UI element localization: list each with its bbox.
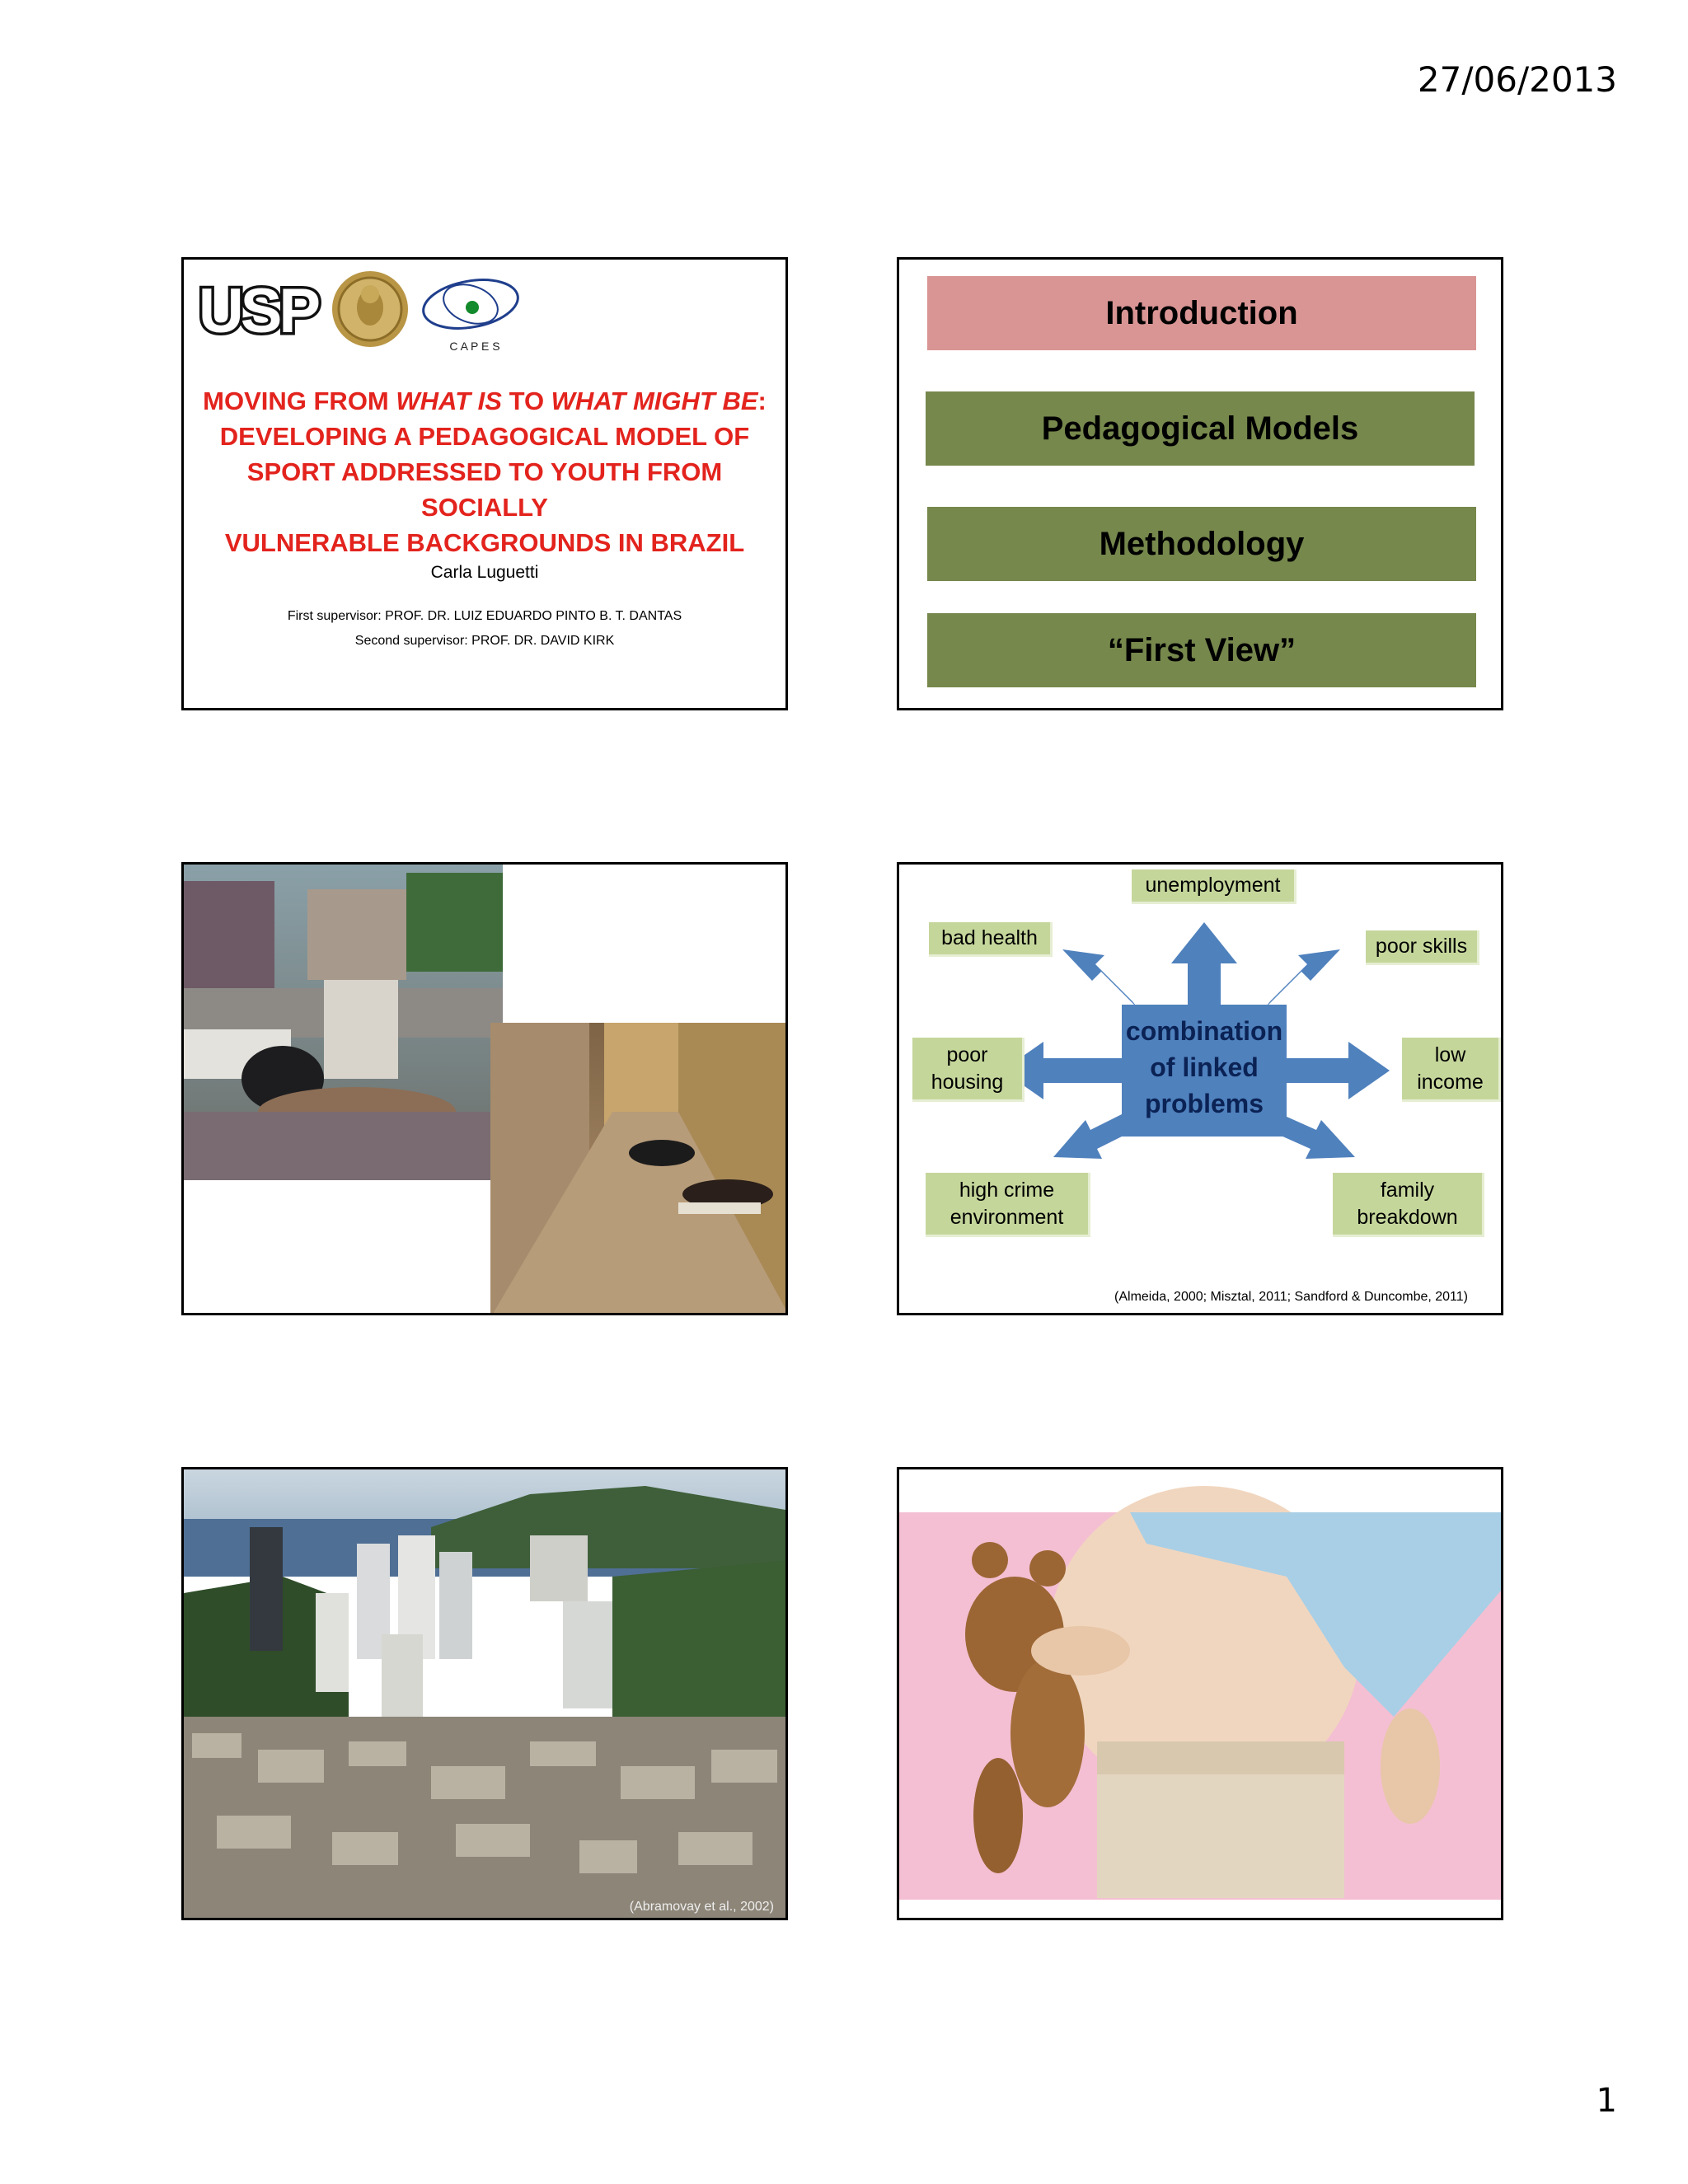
header-date: 27/06/2013: [1417, 59, 1617, 100]
tag-high-crime: high crime environment: [926, 1173, 1090, 1237]
slide-pregnancy-photo: [897, 1467, 1503, 1920]
arrow-up-left: [1062, 949, 1138, 1009]
tag-unemployment: unemployment: [1132, 869, 1296, 904]
svg-text:C A P E S: C A P E S: [449, 340, 500, 352]
outline-pedagogical-models: Pedagogical Models: [926, 391, 1475, 466]
favela-city-photo: [184, 1469, 788, 1920]
street-photos: [184, 865, 788, 1315]
logos: [190, 269, 537, 352]
slide-outline: [897, 257, 1503, 710]
university-seal: [332, 271, 408, 347]
slide-city-photo: [181, 1467, 788, 1920]
slide-linked-problems: [897, 862, 1503, 1315]
arrow-up-right: [1264, 949, 1340, 1009]
pregnancy-teddy-photo: [899, 1469, 1503, 1920]
tag-bad-health: bad health: [929, 922, 1053, 957]
tag-family-breakdown: family breakdown: [1333, 1173, 1484, 1237]
arrow-up: [1171, 922, 1237, 1005]
slide-street-photos: [181, 862, 788, 1315]
slide-title-text: MOVING FROM WHAT IS TO WHAT MIGHT BE: DEVELOPING A PEDAGOGICAL MODEL OF SPORT ADDRESSED TO YOUTH FROM SOCIALLY VULNERABLE BACKGROUNDS IN BRAZIL: [203, 387, 767, 557]
second-supervisor: Second supervisor: PROF. DR. DAVID KIRK: [354, 634, 615, 648]
outline-first-view: “First View”: [927, 613, 1476, 687]
outline-methodology: Methodology: [927, 507, 1476, 581]
author-name: Carla Luguetti: [430, 563, 539, 582]
outline-introduction: Introduction: [927, 276, 1476, 350]
usp-logo: [192, 276, 324, 346]
tag-low-income: low income: [1402, 1038, 1501, 1102]
garbage-street-photo: [184, 865, 503, 1180]
capes-logo: [420, 273, 522, 352]
tag-poor-skills: poor skills: [1366, 930, 1479, 965]
svg-text:USP: USP: [198, 276, 318, 346]
citation: (Almeida, 2000; Misztal, 2011; Sandford & Duncombe, 2011): [1114, 1290, 1468, 1304]
photo-citation: (Abramovay et al., 2002): [629, 1900, 774, 1914]
tag-poor-housing: poor housing: [912, 1038, 1025, 1102]
page-number: 1: [1596, 2082, 1617, 2120]
arrow-right: [1287, 1042, 1390, 1099]
sidewalk-photo: [490, 1023, 788, 1315]
first-supervisor: First supervisor: PROF. DR. LUIZ EDUARDO PINTO B. T. DANTAS: [287, 609, 682, 623]
slide-title: [181, 257, 788, 710]
center-label: combination of linked problems: [1125, 1016, 1283, 1118]
